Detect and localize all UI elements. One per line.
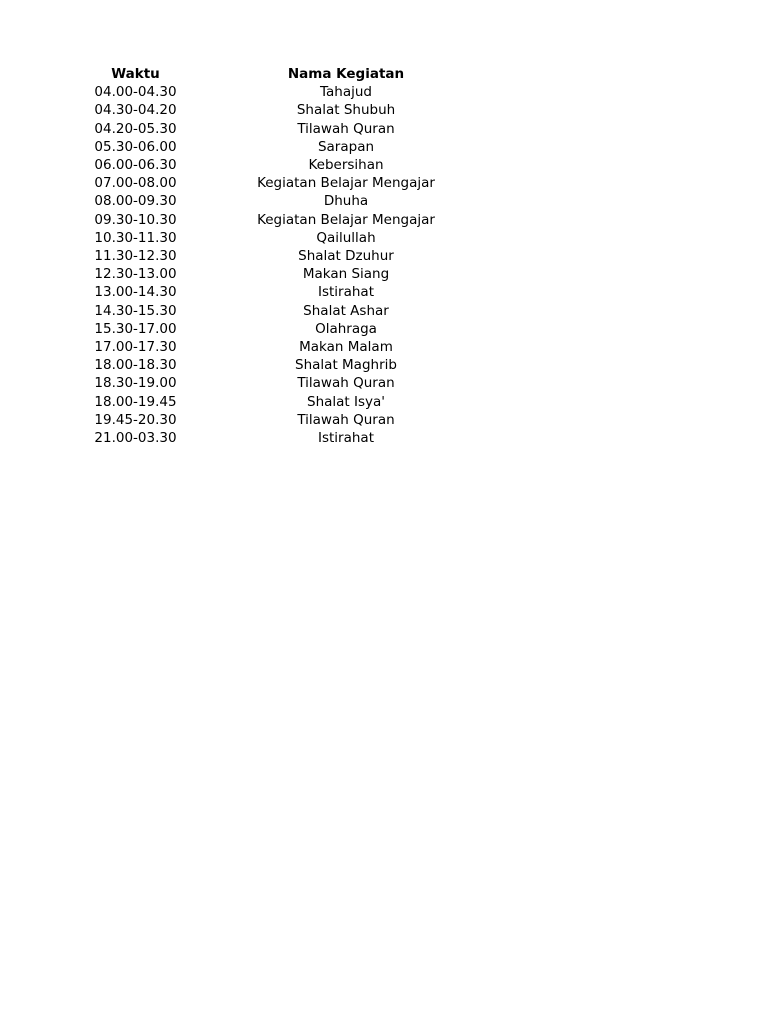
- column-spacer: [196, 338, 236, 356]
- schedule-table-body: [75, 83, 456, 447]
- column-spacer: [196, 283, 236, 301]
- column-spacer: [196, 302, 236, 320]
- activity-cell: Istirahat: [317, 284, 374, 301]
- table-row: [75, 101, 456, 119]
- table-row: [75, 174, 456, 192]
- table-row: [75, 411, 456, 429]
- activity-cell: Shalat Ashar: [303, 302, 389, 319]
- time-cell: 13.00-14.30: [94, 284, 177, 301]
- time-cell: 18.00-19.45: [94, 393, 177, 410]
- time-cell: 19.45-20.30: [94, 411, 177, 428]
- time-cell: 05.30-06.00: [94, 138, 177, 155]
- activity-cell: Tilawah Quran: [297, 411, 395, 428]
- activity-cell: Tahajud: [320, 84, 372, 101]
- table-row: [75, 320, 456, 338]
- time-cell: 18.00-18.30: [94, 357, 177, 374]
- activity-cell: Makan Malam: [299, 339, 393, 356]
- header-row: [75, 65, 456, 83]
- column-spacer: [196, 429, 236, 447]
- column-spacer: [196, 211, 236, 229]
- activity-cell: Kegiatan Belajar Mengajar: [257, 175, 435, 192]
- column-spacer: [196, 393, 236, 411]
- time-cell: 04.00-04.30: [94, 84, 177, 101]
- table-row: [75, 211, 456, 229]
- activity-cell: Olahraga: [315, 320, 377, 337]
- activity-column-header: Nama Kegiatan: [287, 66, 405, 82]
- time-cell: 18.30-19.00: [94, 375, 177, 392]
- time-cell: 10.30-11.30: [94, 229, 177, 246]
- activity-cell: Shalat Shubuh: [296, 102, 396, 119]
- activity-cell: Qailullah: [316, 229, 376, 246]
- column-spacer: [196, 356, 236, 374]
- time-cell: 12.30-13.00: [94, 266, 177, 283]
- table-row: [75, 247, 456, 265]
- time-cell: 06.00-06.30: [94, 157, 177, 174]
- table-row: [75, 393, 456, 411]
- schedule-table-header: [75, 65, 456, 83]
- activity-cell: Tilawah Quran: [297, 375, 395, 392]
- column-spacer: [196, 192, 236, 210]
- time-cell: 07.00-08.00: [94, 175, 177, 192]
- table-row: [75, 120, 456, 138]
- table-row: [75, 374, 456, 392]
- time-cell: 08.00-09.30: [94, 193, 177, 210]
- time-cell: 15.30-17.00: [94, 320, 177, 337]
- time-cell: 11.30-12.30: [94, 248, 177, 265]
- column-spacer: [196, 120, 236, 138]
- table-row: [75, 265, 456, 283]
- table-row: [75, 429, 456, 447]
- table-row: [75, 138, 456, 156]
- activity-cell: Kebersihan: [308, 157, 384, 174]
- activity-cell: Sarapan: [317, 138, 375, 155]
- time-cell: 04.20-05.30: [94, 120, 177, 137]
- table-row: [75, 283, 456, 301]
- column-spacer: [196, 229, 236, 247]
- activity-cell: Shalat Isya': [307, 393, 385, 410]
- table-row: [75, 302, 456, 320]
- activity-cell: Tilawah Quran: [297, 120, 395, 137]
- activity-cell: Istirahat: [317, 430, 374, 447]
- column-spacer: [196, 156, 236, 174]
- activity-cell: Makan Siang: [302, 266, 390, 283]
- activity-cell: Kegiatan Belajar Mengajar: [257, 211, 435, 228]
- time-cell: 21.00-03.30: [94, 430, 177, 447]
- column-spacer: [196, 101, 236, 119]
- time-column-header: Waktu: [111, 66, 160, 82]
- time-cell: 09.30-10.30: [94, 211, 177, 228]
- schedule-table: [75, 65, 456, 447]
- activity-cell: Shalat Maghrib: [295, 357, 397, 374]
- column-spacer: [196, 265, 236, 283]
- table-row: [75, 83, 456, 101]
- column-spacer: [196, 65, 236, 83]
- table-row: [75, 356, 456, 374]
- table-row: [75, 156, 456, 174]
- activity-cell: Shalat Dzuhur: [298, 248, 394, 265]
- column-spacer: [196, 374, 236, 392]
- time-cell: 14.30-15.30: [94, 302, 177, 319]
- column-spacer: [196, 83, 236, 101]
- activity-cell: Dhuha: [323, 193, 369, 210]
- table-row: [75, 192, 456, 210]
- table-row: [75, 338, 456, 356]
- column-spacer: [196, 320, 236, 338]
- table-row: [75, 229, 456, 247]
- column-spacer: [196, 411, 236, 429]
- time-cell: 17.00-17.30: [94, 339, 177, 356]
- column-spacer: [196, 174, 236, 192]
- column-spacer: [196, 247, 236, 265]
- column-spacer: [196, 138, 236, 156]
- time-cell: 04.30-04.20: [94, 102, 177, 119]
